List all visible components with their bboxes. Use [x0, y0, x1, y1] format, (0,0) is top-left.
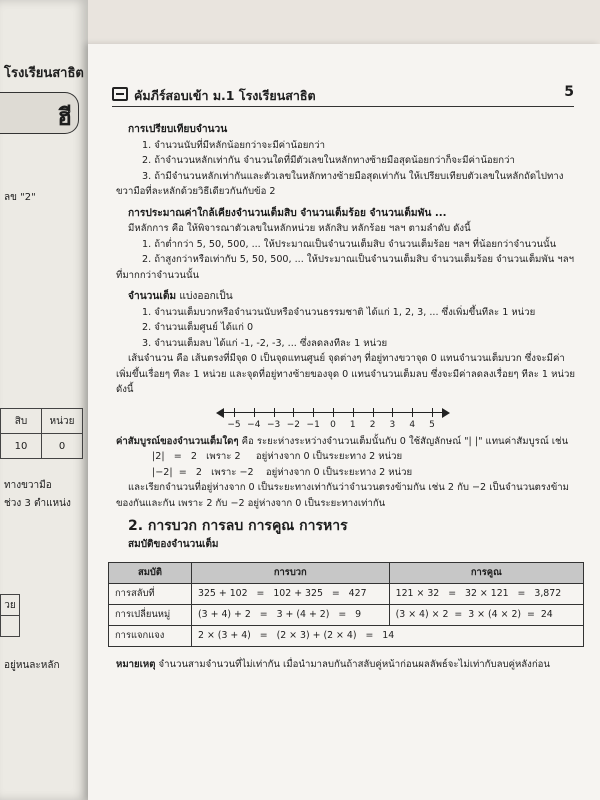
- table-cell: การแจกแจง: [109, 626, 192, 647]
- previous-page-text: ช่วง 3 ตำแหน่ง: [4, 498, 71, 509]
- number-line-tick: [333, 408, 334, 417]
- table-cell: สิบ: [1, 409, 42, 434]
- list-item: 1. ถ้าต่ำกว่า 5, 50, 500, ... ให้ประมาณเป็นจำนวนเต็มสิบ จำนวนเต็มร้อย ฯลฯ ที่น้อยกว่าจำนวนนั้น: [142, 238, 557, 250]
- number-line-tick: [234, 408, 235, 417]
- arrow-left-icon: [216, 408, 224, 418]
- properties-table: [108, 562, 584, 647]
- example-line: |−2| = 2 เพราะ −2 อยู่ห่างจาก 0 เป็นระยะทาง 2 หน่วย: [152, 466, 413, 478]
- section-title: 2. การบวก การลบ การคูณ การหาร: [128, 518, 348, 534]
- compare-heading: การเปรียบเทียบจำนวน: [128, 124, 228, 135]
- number-line-paragraph: เส้นจำนวน คือ เส้นตรงที่มีจุด 0 เป็นจุดแทนศูนย์ จุดต่างๆ ที่อยู่ทางขวาจุด 0 แทนจำนวนเต็มบวก ซึ่งจะมีค่าเพิ่มขึ้นเรื่อยๆ ทีละ 1 หน่วย และจุดที่อยู่ทางซ้ายของจุด 0 แทนจำนวนเต็มลบ ซึ่งจะมีค่าลดลงเรื่อยๆ ทีละ 1 หน่วย ดังนี้: [116, 353, 575, 395]
- previous-page-text: ทางขวามือ: [4, 480, 52, 491]
- number-line-tick: [373, 408, 374, 417]
- previous-page-box-text: ฮี: [57, 103, 72, 131]
- list-item: 1. จำนวนนับที่มีหลักน้อยกว่าจะมีค่าน้อยกว่า: [142, 139, 325, 151]
- table-cell: 0: [42, 434, 83, 459]
- number-line-label: 2: [369, 419, 376, 430]
- table-cell: (3 + 4) + 2 = 3 + (4 + 2) = 9: [192, 605, 390, 626]
- book-icon: [112, 87, 128, 101]
- number-line-label: −1: [306, 419, 320, 430]
- page-number: 5: [564, 84, 574, 100]
- note-text: จำนวนสามจำนวนที่ไม่เท่ากัน เมื่อนำมาลบกันถ้าสลับคู่หน้าก่อนผลลัพธ์จะไม่เท่ากับลบคู่หลังก่อน: [155, 659, 550, 670]
- number-line-tick: [392, 408, 393, 417]
- number-line-label: −4: [247, 419, 261, 430]
- previous-page-table: [0, 408, 83, 459]
- previous-page-text: อยู่หนละหลัก: [4, 660, 60, 671]
- number-line-tick: [254, 408, 255, 417]
- opposite-paragraph: และเรียกจำนวนที่อยู่ห่างจาก 0 เป็นระยะทางเท่ากันว่าจำนวนตรงข้ามกัน เช่น 2 กับ −2 เป็นจำนวนตรงข้ามของกันและกัน เพราะ 2 กับ −2 อยู่ห่างจาก 0 เป็นระยะทางเท่ากัน: [116, 482, 569, 509]
- table-row: [109, 584, 584, 605]
- integers-heading: จำนวนเต็ม: [128, 291, 177, 302]
- number-line-tick: [313, 408, 314, 417]
- page-content: [115, 116, 578, 682]
- number-line-label: 5: [429, 419, 435, 430]
- number-line-tick: [432, 408, 433, 417]
- note-label: หมายเหตุ: [116, 659, 156, 670]
- number-line-label: −3: [266, 419, 281, 430]
- list-item: 2. ถ้าจำนวนหลักเท่ากัน จำนวนใดที่มีตัวเลขในหลักทางซ้ายมือสุดน้อยกว่าก็จะมีค่าน้อยกว่า: [142, 155, 515, 166]
- list-item: 3. จำนวนเต็มลบ ได้แก่ -1, -2, -3, ... ซึ่งลดลงทีละ 1 หน่วย: [142, 337, 388, 349]
- absolute-paragraph: [116, 434, 578, 450]
- page-header: [112, 86, 574, 107]
- number-line-label: 3: [389, 419, 396, 430]
- table-cell: 10: [1, 434, 42, 459]
- table-header: การบวก: [192, 563, 390, 584]
- note: [116, 657, 578, 673]
- number-line-label: 4: [409, 419, 416, 430]
- previous-page-title-box: [0, 92, 79, 134]
- number-line: [218, 404, 448, 430]
- page-title: คัมภีร์สอบเข้า ม.1 โรงเรียนสาธิต: [134, 88, 316, 103]
- book-page: [88, 44, 600, 800]
- list-item: 2. จำนวนเต็มศูนย์ ได้แก่ 0: [142, 322, 254, 333]
- table-cell: การสลับที่: [109, 584, 192, 605]
- number-line-tick: [353, 408, 354, 417]
- table-cell: 121 × 32 = 32 × 121 = 3,872: [389, 584, 583, 605]
- section-subtitle: สมบัติของจำนวนเต็ม: [128, 538, 219, 550]
- table-cell: 325 + 102 = 102 + 325 = 427: [192, 584, 390, 605]
- table-cell: หน่วย: [42, 409, 83, 434]
- number-line-label: 0: [330, 419, 336, 430]
- previous-page-table: [0, 594, 20, 637]
- list-item: 3. ถ้ามีจำนวนหลักเท่ากันและตัวเลขในหลักทางซ้ายมือสุดเท่ากัน ให้เปรียบเทียบตัวเลขในหลักถัดไปทาง: [142, 170, 564, 182]
- list-item-continuation: ที่มากกว่าจำนวนนั้น: [116, 269, 200, 281]
- previous-page-edge: [0, 0, 88, 800]
- table-row: [109, 605, 584, 626]
- table-header: การคูณ: [389, 563, 583, 584]
- number-line-label: 1: [349, 419, 356, 430]
- number-line-tick: [274, 408, 275, 417]
- list-item-continuation: ขวามือที่ละหลักด้วยวิธีเดียวกันกับข้อ 2: [116, 186, 276, 197]
- example-line: |2| = 2 เพราะ 2 อยู่ห่างจาก 0 เป็นระยะทาง 2 หน่วย: [152, 451, 403, 462]
- absolute-heading: ค่าสัมบูรณ์ของจำนวนเต็มใดๆ: [116, 435, 239, 447]
- previous-page-header: โรงเรียนสาธิต: [4, 66, 84, 81]
- approx-intro: มีหลักการ คือ ให้พิจารณาตัวเลขในหลักหน่วย หลักสิบ หลักร้อย ฯลฯ ตามลำดับ ดังนี้: [128, 223, 471, 234]
- number-line-label: −5: [227, 419, 241, 430]
- table-cell: (3 × 4) × 2 = 3 × (4 × 2) = 24: [389, 605, 583, 626]
- number-line-label: −2: [286, 419, 301, 430]
- table-cell: การเปลี่ยนหมู่: [109, 605, 192, 626]
- table-cell: 2 × (3 + 4) = (2 × 3) + (2 × 4) = 14: [192, 626, 584, 647]
- integers-heading-rest: แบ่งออกเป็น: [176, 291, 233, 302]
- number-line-tick: [412, 408, 413, 417]
- absolute-text: คือ ระยะห่างระหว่างจำนวนเต็มนั้นกับ 0 ใช้สัญลักษณ์ "| |" แทนค่าสัมบูรณ์ เช่น: [238, 435, 569, 447]
- number-line-tick: [293, 408, 294, 417]
- table-row: [109, 626, 584, 647]
- table-header: สมบัติ: [109, 563, 192, 584]
- previous-page-text: ลข "2": [4, 192, 36, 203]
- table-cell: วย: [1, 595, 20, 616]
- list-item: 2. ถ้าสูงกว่าหรือเท่ากับ 5, 50, 500, ... ให้ประมาณเป็นจำนวนเต็มสิบ จำนวนเต็มร้อย จำนวนเต็มพัน ฯลฯ: [142, 254, 574, 265]
- approx-heading: การประมาณค่าใกล้เคียงจำนวนเต็มสิบ จำนวนเต็มร้อย จำนวนเต็มพัน ...: [128, 207, 447, 219]
- arrow-right-icon: [442, 408, 450, 418]
- integers-heading-line: [128, 289, 578, 305]
- list-item: 1. จำนวนเต็มบวกหรือจำนวนนับหรือจำนวนธรรมชาติ ได้แก่ 1, 2, 3, ... ซึ่งเพิ่มขึ้นทีละ 1 หน่วย: [142, 306, 536, 318]
- table-cell: [1, 616, 20, 637]
